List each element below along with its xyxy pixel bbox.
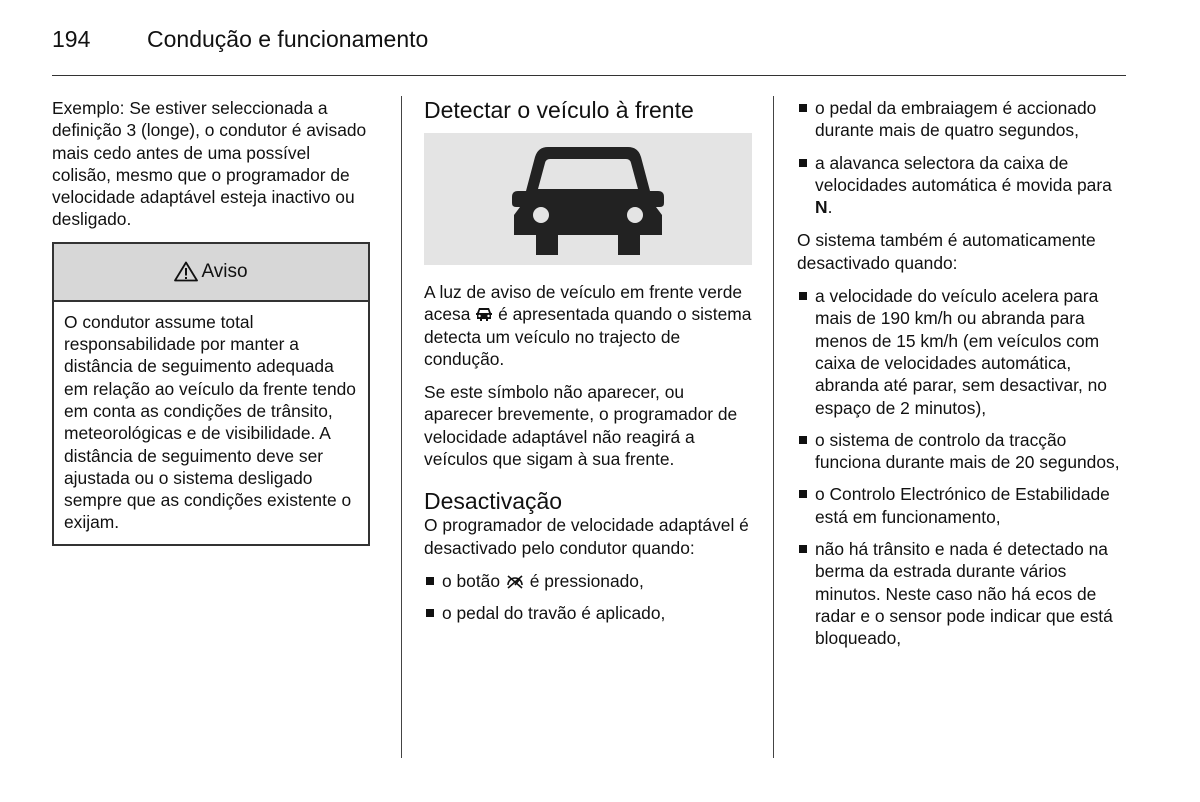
deactivation-intro: O programador de velocidade adaptável é desactivado pelo condutor quando: xyxy=(424,515,749,558)
list-item: a alavanca selectora da caixa de velocidades automática é movida para N. xyxy=(797,152,1132,219)
vehicle-ahead-illustration xyxy=(424,133,752,265)
column-2 xyxy=(424,97,756,636)
column-1 xyxy=(52,97,370,546)
header-divider xyxy=(52,75,1126,76)
indicator-paragraph: A luz de aviso de veículo em frente verde acesa é apresentada quando o sistema detecta um veículo no trajecto de condução. xyxy=(424,282,752,369)
warning-text: O condutor assume total responsabilidade por manter a distância de seguimento adequada em relação ao veículo da frente tendo em conta as condições de trânsito, meteorológicas e de visibilidade. A distância de seguimento deve ser ajustada ou o sistema desligado sempre que as condições existente o exijam. xyxy=(64,311,356,533)
warning-box xyxy=(52,242,370,546)
column-divider xyxy=(401,96,402,758)
list-item: o pedal da embraiagem é accionado durante mais de quatro segundos, xyxy=(797,97,1132,142)
list-item: a velocidade do veículo acelera para mais de 190 km/h ou abranda para menos de 15 km/h (em veículos com caixa de velocidades automática, abranda até parar, sem desactivar, no espaço de 2 minutos), xyxy=(797,285,1132,419)
list-item: o sistema de controlo da tracção funciona durante mais de 20 segundos, xyxy=(797,429,1132,474)
car-front-icon xyxy=(510,143,666,257)
auto-deactivation-intro: O sistema também é automaticamente desactivado quando: xyxy=(797,230,1096,273)
auto-deactivation-list xyxy=(797,285,1132,649)
page-number: 194 xyxy=(52,26,91,52)
deactivation-list xyxy=(424,570,756,625)
warning-title: Aviso xyxy=(201,260,248,282)
page-title: Condução e funcionamento xyxy=(147,26,429,52)
warning-header xyxy=(54,244,368,302)
symbol-paragraph: Se este símbolo não aparecer, ou aparecer brevemente, o programador de velocidade adaptável não reagirá a veículos que sigam à sua frente. xyxy=(424,382,738,470)
example-paragraph: Exemplo: Se estiver seleccionada a definição 3 (longe), o condutor é avisado mais cedo antes de uma possível colisão, mesmo que o programador de velocidade adaptável esteja inactivo ou desligado. xyxy=(52,98,367,230)
warning-triangle-icon xyxy=(174,261,198,282)
subsection-heading: Desactivação xyxy=(424,488,563,515)
deactivation-list-continued xyxy=(797,97,1132,218)
list-item: não há trânsito e nada é detectado na berma da estrada durante vários minutos. Neste caso não há ecos de radar e o sensor pode indicar que está bloqueado, xyxy=(797,538,1132,649)
list-item: o botão é pressionado, xyxy=(424,570,756,592)
column-3 xyxy=(797,97,1132,661)
list-item: o Controlo Electrónico de Estabilidade está em funcionamento, xyxy=(797,483,1132,528)
list-item: o pedal do travão é aplicado, xyxy=(424,602,756,624)
vehicle-ahead-indicator-icon xyxy=(475,307,493,322)
section-heading: Detectar o veículo à frente xyxy=(424,97,694,123)
column-divider xyxy=(773,96,774,758)
cruise-control-cancel-icon xyxy=(505,573,525,589)
